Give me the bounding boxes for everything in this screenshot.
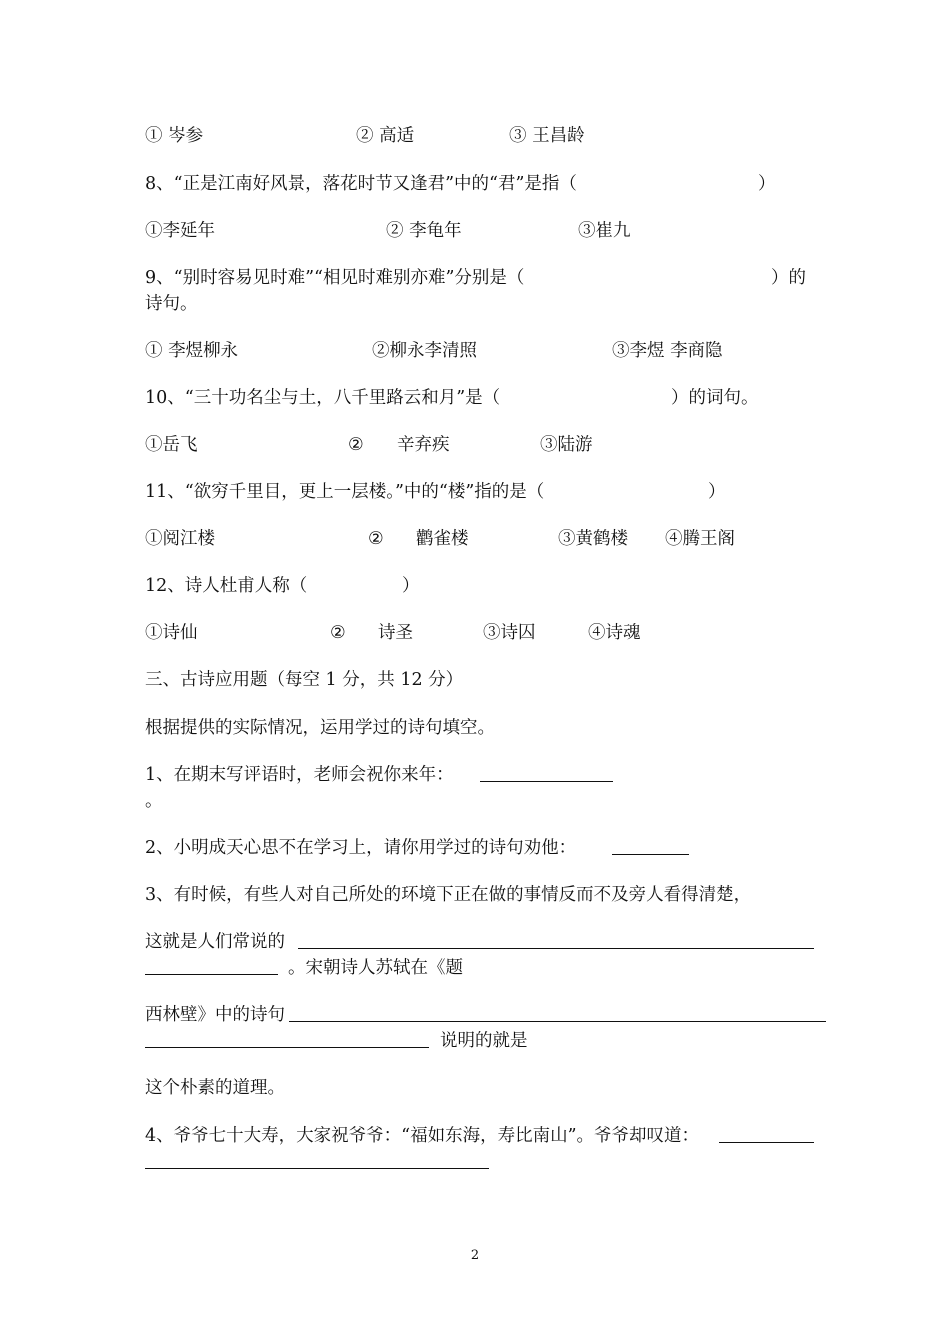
item-3-blank-2[interactable] xyxy=(289,1003,826,1022)
page-number: 2 xyxy=(470,1248,480,1263)
q10-option-2-marker: ② xyxy=(348,435,364,455)
section-3-title: 三、古诗应用题（每空 1 分，共 12 分） xyxy=(145,670,464,690)
q11-option-4: ④腾王阁 xyxy=(665,529,735,549)
q11-option-2: 鹳雀楼 xyxy=(416,529,469,549)
q12-option-4: ④诗魂 xyxy=(588,623,641,643)
q9-option-1: ① 李煜柳永 xyxy=(145,341,239,361)
item-1-blank[interactable] xyxy=(480,763,613,782)
q8-text: 8、“正是江南好风景，落花时节又逢君”中的“君”是指（ xyxy=(145,174,577,194)
item-2-blank[interactable] xyxy=(612,836,689,855)
q9-text: 9、“别时容易见时难”“相见时难别亦难”分别是（ xyxy=(145,268,525,288)
q7-option-3: ③ 王昌龄 xyxy=(509,126,585,146)
q12-option-1: ①诗仙 xyxy=(145,623,198,643)
q11-close: ） xyxy=(708,482,726,502)
item-4-text: 4、爷爷七十大寿，大家祝爷爷：“福如东海，寿比南山”。爷爷却叹道： xyxy=(145,1126,700,1146)
q8-close: ） xyxy=(758,174,776,194)
q11-option-3: ③黄鹤楼 xyxy=(558,529,628,549)
q9-close: ）的 xyxy=(771,268,806,288)
item-3-line-4: 西林壁》中的诗句 xyxy=(145,1005,285,1025)
item-3-line-2: 这就是人们常说的 xyxy=(145,932,285,952)
q12-close: ） xyxy=(402,576,420,596)
item-3-blank-1-cont[interactable] xyxy=(145,956,278,975)
q10-option-1: ①岳飞 xyxy=(145,435,198,455)
q11-option-2-marker: ② xyxy=(368,529,384,549)
q12-option-2-marker: ② xyxy=(330,623,346,643)
q12-option-2: 诗圣 xyxy=(378,623,413,643)
q12-option-3: ③诗囚 xyxy=(483,623,536,643)
q9-line2: 诗句。 xyxy=(145,294,198,314)
item-3-blank-1[interactable] xyxy=(298,930,814,949)
q10-text: 10、“三十功名尘与土，八千里路云和月”是（ xyxy=(145,388,501,408)
item-3-line-1: 3、有时候，有些人对自己所处的环境下正在做的事情反而不及旁人看得清楚， xyxy=(145,885,752,905)
item-1-text: 1、在期末写评语时，老师会祝你来年： xyxy=(145,765,454,785)
q9-option-3: ③李煜 李商隐 xyxy=(612,341,723,361)
q8-option-1: ①李延年 xyxy=(145,221,215,241)
item-2-text: 2、小明成天心思不在学习上，请你用学过的诗句劝他： xyxy=(145,838,577,858)
q7-option-1: ① 岑参 xyxy=(145,126,204,146)
item-3-line-6: 这个朴素的道理。 xyxy=(145,1078,285,1098)
q11-text: 11、“欲穷千里目，更上一层楼。”中的“楼”指的是（ xyxy=(145,482,545,502)
q9-option-2: ②柳永李清照 xyxy=(372,341,477,361)
q12-text: 12、诗人杜甫人称（ xyxy=(145,576,308,596)
item-3-blank-2-cont[interactable] xyxy=(145,1029,429,1048)
item-3-line-5: 说明的就是 xyxy=(440,1031,528,1051)
item-3-line-3: 。宋朝诗人苏轼在《题 xyxy=(288,958,463,978)
q11-option-1: ①阅江楼 xyxy=(145,529,215,549)
q10-option-3: ③陆游 xyxy=(540,435,593,455)
q8-option-3: ③崔九 xyxy=(578,221,631,241)
q10-option-2: 辛弃疾 xyxy=(397,435,450,455)
item-4-blank[interactable] xyxy=(719,1124,814,1143)
q8-option-2: ② 李龟年 xyxy=(386,221,462,241)
q7-option-2: ② 高适 xyxy=(356,126,415,146)
section-3-instruction: 根据提供的实际情况，运用学过的诗句填空。 xyxy=(145,718,495,738)
item-1-end: 。 xyxy=(145,791,163,811)
item-4-blank-cont[interactable] xyxy=(145,1150,489,1169)
q10-close: ）的词句。 xyxy=(671,388,759,408)
